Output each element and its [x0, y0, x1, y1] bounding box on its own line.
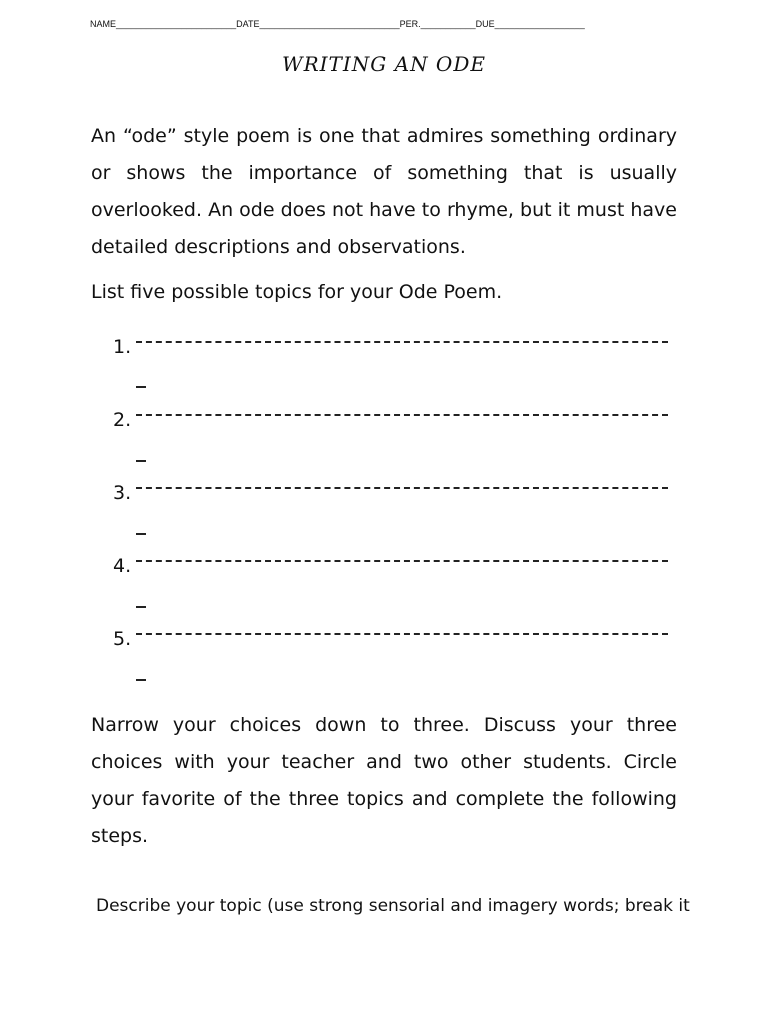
intro-paragraph: An “ode” style poem is one that admires something ordinary or shows the importance of something that is usually overlooked. An ode does not have to rhyme, but it must have detailed descriptions and observations.: [91, 125, 677, 258]
topic-answer-line-tail: [136, 679, 146, 681]
topic-number: 2.: [113, 409, 132, 431]
topic-answer-line-3[interactable]: [136, 487, 668, 489]
topic-answer-line-2[interactable]: [136, 414, 668, 416]
topic-answer-line-tail: [136, 460, 146, 462]
topic-answer-line-tail: [136, 606, 146, 608]
topic-answer-line-5[interactable]: [136, 633, 668, 635]
topic-number: 4.: [113, 555, 132, 577]
topic-answer-line-tail: [136, 533, 146, 535]
topic-number: 5.: [113, 628, 132, 650]
topic-answer-line-tail: [136, 386, 146, 388]
topic-answer-line-4[interactable]: [136, 560, 668, 562]
narrow-instructions: Narrow your choices down to three. Discuss your three choices with your teacher and two other students. Circle your favorite of the three topics and complete the following steps.: [91, 714, 677, 847]
describe-prompt: Describe your topic (use strong sensorial and imagery words; break it: [96, 896, 690, 916]
list-prompt: List five possible topics for your Ode Poem.: [91, 281, 503, 303]
topic-number: 3.: [113, 482, 132, 504]
student-info-header: NAME________________________DATE____________________________PER.___________DUE__________________: [90, 19, 585, 29]
page-title: WRITING AN ODE: [282, 52, 486, 76]
topic-answer-line-1[interactable]: [136, 341, 668, 343]
topic-number: 1.: [113, 336, 132, 358]
